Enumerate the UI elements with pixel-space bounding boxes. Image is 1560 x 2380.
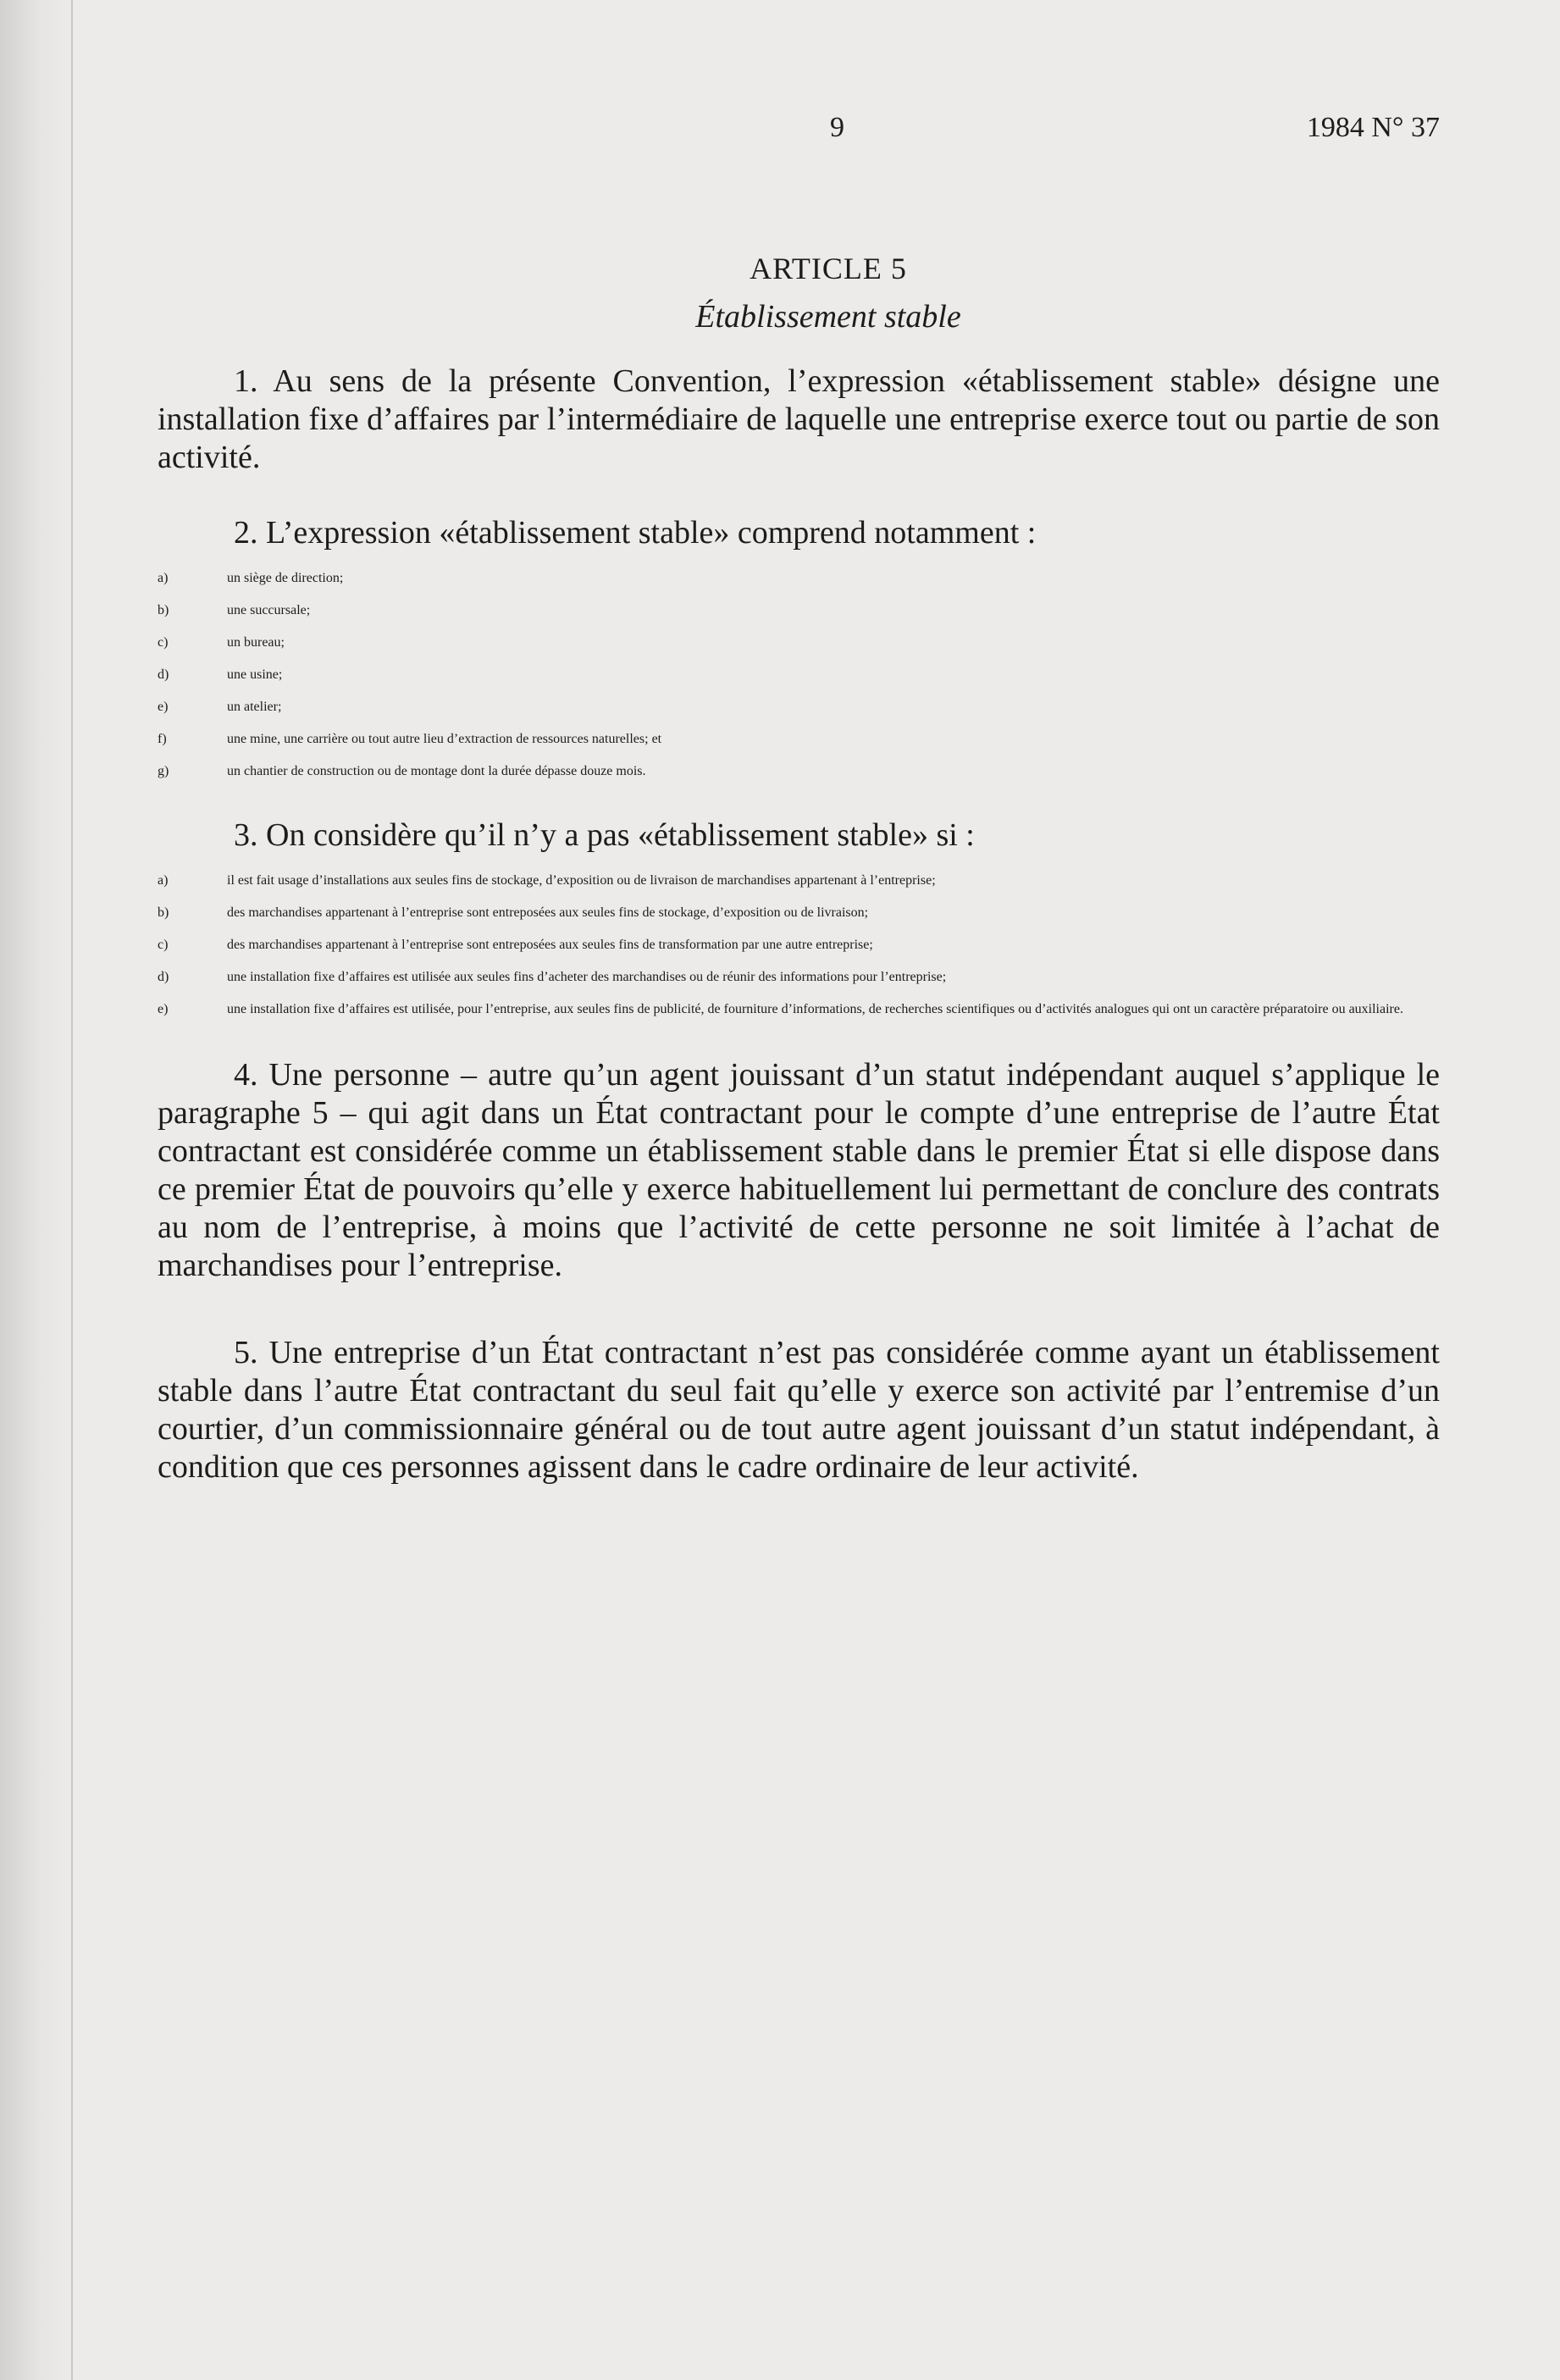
list-item-text: une installation fixe d’affaires est utilisée, pour l’entreprise, aux seules fins de publicité, de fourniture d’informations, de recherches scientifiques ou d’activités analogues qui ont un caractère préparatoire ou auxiliaire. (227, 1002, 1403, 1016)
page-binding-edge (71, 0, 73, 2380)
list-item-label: c) (158, 635, 169, 650)
list-item-label: a) (158, 873, 169, 888)
article-title: ARTICLE 5 (750, 252, 907, 285)
list-item (158, 635, 1440, 650)
list-item-label: e) (158, 1002, 169, 1016)
gazette-year-number: 1984 N° 37 (1306, 112, 1440, 143)
list-item-label: g) (158, 764, 169, 778)
article-subtitle: Établissement stable (695, 299, 961, 335)
page-number: 9 (830, 112, 844, 143)
list-item (158, 732, 1440, 747)
list-item-label: f) (158, 732, 167, 746)
list-item (158, 938, 1440, 953)
list-item (158, 905, 1440, 921)
list-item-label: e) (158, 700, 169, 714)
page-header (158, 100, 1440, 159)
list-item-text: un siège de direction; (227, 571, 344, 585)
list-item-text: un chantier de construction ou de montage dont la durée dépasse douze mois. (227, 764, 646, 778)
list-item-text: un bureau; (227, 635, 285, 650)
paragraph-1: 1. Au sens de la présente Convention, l’expression «établissement stable» désigne une installation fixe d’affaires par l’intermédiaire de laquelle une entreprise exerce tout ou partie de son activité. (158, 363, 1440, 475)
document-page (158, 100, 1440, 1486)
list-item-label: b) (158, 603, 169, 617)
list-item-label: a) (158, 571, 169, 585)
paragraph-3-intro: 3. On considère qu’il n’y a pas «établissement stable» si : (234, 817, 975, 853)
paragraph-5: 5. Une entreprise d’un État contractant n’est pas considérée comme ayant un établissement stable dans l’autre État contractant du seul fait qu’elle y exerce son activité par l’entremise d’un courtier, d’un commissionnaire général ou de tout autre agent jouissant d’un statut indépendant, à condition que ces personnes agissent dans le cadre ordinaire de leur activité. (158, 1335, 1440, 1485)
paragraph-2-list (158, 571, 1440, 779)
paragraph-2-intro: 2. L’expression «établissement stable» comprend notamment : (234, 515, 1037, 551)
list-item-label: d) (158, 667, 169, 682)
paragraph-3-list (158, 873, 1440, 1017)
list-item-text: des marchandises appartenant à l’entreprise sont entreposées aux seules fins de stockage, d’exposition ou de livraison; (227, 905, 869, 920)
list-item (158, 571, 1440, 586)
list-item (158, 764, 1440, 779)
list-item (158, 603, 1440, 618)
list-item-text: des marchandises appartenant à l’entreprise sont entreposées aux seules fins de transformation par une autre entreprise; (227, 938, 873, 952)
list-item-label: b) (158, 905, 169, 920)
list-item-text: il est fait usage d’installations aux seules fins de stockage, d’exposition ou de livraison de marchandises appartenant à l’entreprise; (227, 873, 936, 888)
list-item (158, 1002, 1440, 1017)
list-item-label: c) (158, 938, 169, 952)
page-binding-shadow (0, 0, 73, 2380)
paragraph-4: 4. Une personne – autre qu’un agent jouissant d’un statut indépendant auquel s’applique le paragraphe 5 – qui agit dans un État contractant pour le compte d’une entreprise de l’autre État contractant est considérée comme un établissement stable dans le premier État si elle dispose dans ce premier État de pouvoirs qu’elle y exerce habituellement lui permettant de conclure des contrats au nom de l’entreprise, à moins que l’activité de cette personne ne soit limitée à l’achat de marchandises pour l’entreprise. (158, 1057, 1440, 1283)
list-item-text: un atelier; (227, 700, 282, 714)
list-item-text: une usine; (227, 667, 283, 682)
list-item (158, 970, 1440, 985)
list-item-text: une succursale; (227, 603, 311, 617)
list-item-label: d) (158, 970, 169, 984)
list-item (158, 667, 1440, 683)
list-item (158, 700, 1440, 715)
list-item (158, 873, 1440, 888)
list-item-text: une mine, une carrière ou tout autre lieu d’extraction de ressources naturelles; et (227, 732, 662, 746)
list-item-text: une installation fixe d’affaires est utilisée aux seules fins d’acheter des marchandises ou de réunir des informations pour l’entreprise; (227, 970, 947, 984)
